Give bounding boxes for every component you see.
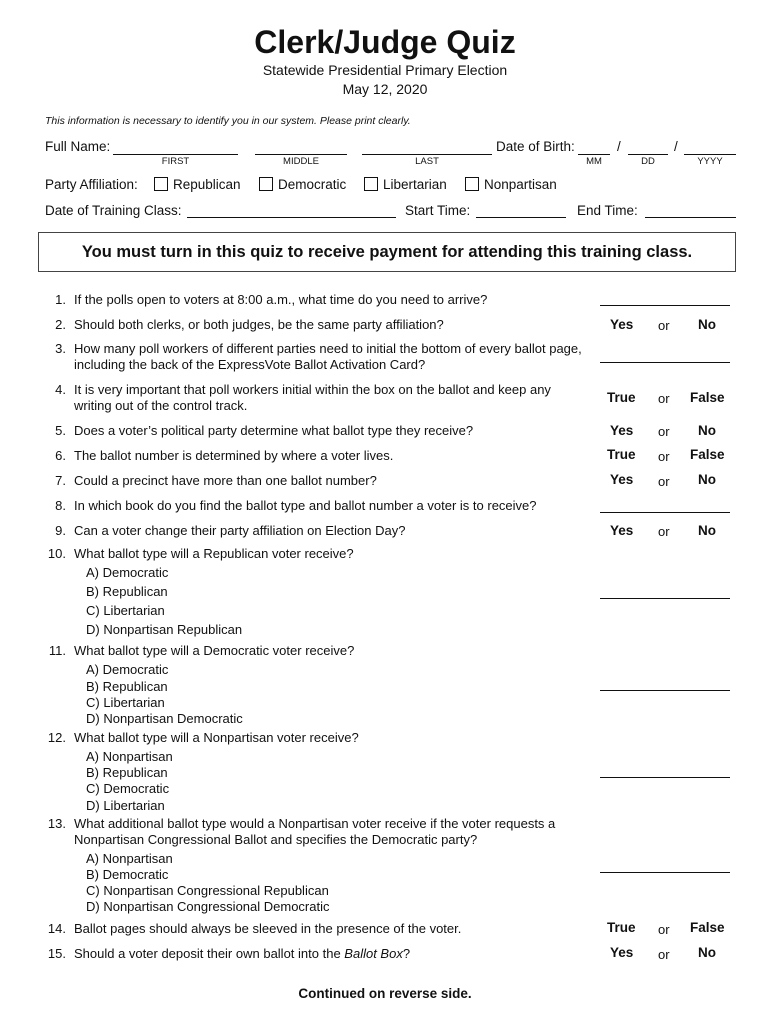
middle-name-field[interactable] xyxy=(255,154,347,155)
question-text: If the polls open to voters at 8:00 a.m., what time do you need to arrive? xyxy=(74,292,488,307)
answer-option: B) Republican xyxy=(86,584,168,599)
payment-notice-banner: You must turn in this quiz to receive payment for attending this training class. xyxy=(38,232,736,272)
false-option[interactable]: False xyxy=(690,390,725,405)
yes-option[interactable]: Yes xyxy=(610,472,634,487)
training-date-field[interactable] xyxy=(187,217,396,218)
democratic-checkbox[interactable] xyxy=(259,177,273,191)
continued-note: Continued on reverse side. xyxy=(298,986,472,1001)
question-text: Can a voter change their party affiliation on Election Day? xyxy=(74,523,406,538)
question-text: Does a voter’s political party determine what ballot type they receive? xyxy=(74,423,474,438)
training-date-label: Date of Training Class: xyxy=(45,203,182,218)
question-text xyxy=(74,946,594,962)
question-number: 5. xyxy=(55,423,66,438)
first-name-field[interactable] xyxy=(113,154,238,155)
republican-label: Republican xyxy=(173,177,241,192)
answer-blank-3[interactable] xyxy=(600,362,730,363)
answer-option: B) Democratic xyxy=(86,867,169,882)
question-text: How many poll workers of different parties need to initial the bottom of every ballot page, including the back of the ExpressVote Ballot Activation Card? xyxy=(74,341,582,372)
libertarian-label: Libertarian xyxy=(383,177,447,192)
libertarian-checkbox[interactable] xyxy=(364,177,378,191)
identification-note: This information is necessary to identify you in our system. Please print clearly. xyxy=(45,115,411,127)
or-text: or xyxy=(658,474,670,489)
start-time-field[interactable] xyxy=(476,217,566,218)
question-number: 12. xyxy=(47,730,66,745)
no-option[interactable]: No xyxy=(698,317,716,332)
end-time-label: End Time: xyxy=(577,203,638,218)
question-number: 10. xyxy=(47,546,66,561)
question-text: The ballot number is determined by where a voter lives. xyxy=(74,448,394,463)
ballot-box-term: Ballot Box xyxy=(344,946,403,961)
nonpartisan-checkbox[interactable] xyxy=(465,177,479,191)
or-text: or xyxy=(658,524,670,539)
question-text-part: ? xyxy=(402,946,411,961)
nonpartisan-label: Nonpartisan xyxy=(484,177,557,192)
mm-caption: MM xyxy=(586,156,602,167)
middle-caption: MIDDLE xyxy=(283,156,319,167)
true-option[interactable]: True xyxy=(607,447,636,462)
dob-month-field[interactable] xyxy=(578,154,610,155)
answer-option: A) Democratic xyxy=(86,565,169,580)
answer-option: C) Libertarian xyxy=(86,603,165,618)
question-number: 1. xyxy=(55,292,66,307)
answer-option: D) Nonpartisan Republican xyxy=(86,622,243,637)
answer-option: D) Nonpartisan Democratic xyxy=(86,711,243,726)
start-time-label: Start Time: xyxy=(405,203,471,218)
question-text-part: Should a voter deposit their own ballot into the xyxy=(74,946,345,961)
question-text: Ballot pages should always be sleeved in the presence of the voter. xyxy=(74,921,462,936)
answer-blank-11[interactable] xyxy=(600,690,730,691)
question-number: 4. xyxy=(55,382,66,397)
answer-blank-13[interactable] xyxy=(600,872,730,873)
answer-option: C) Nonpartisan Congressional Republican xyxy=(86,883,329,898)
no-option[interactable]: No xyxy=(698,472,716,487)
yes-option[interactable]: Yes xyxy=(610,945,634,960)
false-option[interactable]: False xyxy=(690,447,725,462)
election-date: May 12, 2020 xyxy=(342,81,428,97)
republican-checkbox[interactable] xyxy=(154,177,168,191)
true-option[interactable]: True xyxy=(607,920,636,935)
or-text: or xyxy=(658,391,670,406)
answer-blank-10[interactable] xyxy=(600,598,730,599)
yes-option[interactable]: Yes xyxy=(610,423,634,438)
answer-option: C) Democratic xyxy=(86,781,170,796)
dob-slash-1: / xyxy=(617,139,621,154)
dob-slash-2: / xyxy=(674,139,678,154)
answer-blank-1[interactable] xyxy=(600,305,730,306)
last-caption: LAST xyxy=(415,156,439,167)
answer-option: D) Nonpartisan Congressional Democratic xyxy=(86,899,330,914)
election-name: Statewide Presidential Primary Election xyxy=(262,62,508,78)
question-number: 8. xyxy=(55,498,66,513)
answer-option: A) Nonpartisan xyxy=(86,851,173,866)
answer-option: A) Democratic xyxy=(86,662,169,677)
question-text: It is very important that poll workers initial within the box on the ballot and keep any writing out of the control track. xyxy=(74,382,551,413)
yes-option[interactable]: Yes xyxy=(610,317,634,332)
democratic-label: Democratic xyxy=(278,177,347,192)
question-number: 2. xyxy=(55,317,66,332)
yyyy-caption: YYYY xyxy=(697,156,723,167)
answer-option: A) Nonpartisan xyxy=(86,749,173,764)
question-number: 3. xyxy=(55,341,66,356)
answer-blank-12[interactable] xyxy=(600,777,730,778)
answer-option: B) Republican xyxy=(86,679,168,694)
question-number: 14. xyxy=(47,921,66,936)
true-option[interactable]: True xyxy=(607,390,636,405)
question-text: Could a precinct have more than one ballot number? xyxy=(74,473,377,488)
dob-year-field[interactable] xyxy=(684,154,736,155)
false-option[interactable]: False xyxy=(690,920,725,935)
question-number: 11. xyxy=(48,643,66,658)
question-number: 6. xyxy=(55,448,66,463)
yes-option[interactable]: Yes xyxy=(610,523,634,538)
answer-option: B) Republican xyxy=(86,765,168,780)
end-time-field[interactable] xyxy=(645,217,736,218)
answer-option: C) Libertarian xyxy=(86,695,165,710)
or-text: or xyxy=(658,424,670,439)
question-text: What ballot type will a Republican voter receive? xyxy=(74,546,354,561)
no-option[interactable]: No xyxy=(698,423,716,438)
party-affiliation-label: Party Affiliation: xyxy=(45,177,138,192)
dob-day-field[interactable] xyxy=(628,154,668,155)
question-number: 13. xyxy=(47,816,66,831)
dob-label: Date of Birth: xyxy=(496,139,575,154)
question-text: What additional ballot type would a Nonpartisan voter receive if the voter requests a Nonpartisan Congressional Ballot and specifies the Democratic party? xyxy=(74,816,556,847)
last-name-field[interactable] xyxy=(362,154,492,155)
no-option[interactable]: No xyxy=(698,945,716,960)
or-text: or xyxy=(658,922,670,937)
or-text: or xyxy=(658,449,670,464)
full-name-label: Full Name: xyxy=(45,139,111,154)
no-option[interactable]: No xyxy=(698,523,716,538)
answer-blank-8[interactable] xyxy=(600,512,730,513)
question-text: Should both clerks, or both judges, be the same party affiliation? xyxy=(74,317,444,332)
dd-caption: DD xyxy=(641,156,655,167)
question-text: What ballot type will a Nonpartisan voter receive? xyxy=(74,730,359,745)
question-text: In which book do you find the ballot type and ballot number a voter is to receive? xyxy=(74,498,537,513)
or-text: or xyxy=(658,947,670,962)
question-number: 7. xyxy=(55,473,66,488)
or-text: or xyxy=(658,318,670,333)
question-text: What ballot type will a Democratic voter receive? xyxy=(74,643,355,658)
first-caption: FIRST xyxy=(161,156,190,167)
answer-option: D) Libertarian xyxy=(86,798,165,813)
question-number: 15. xyxy=(47,946,66,961)
page-title: Clerk/Judge Quiz xyxy=(254,24,516,60)
question-number: 9. xyxy=(55,523,66,538)
